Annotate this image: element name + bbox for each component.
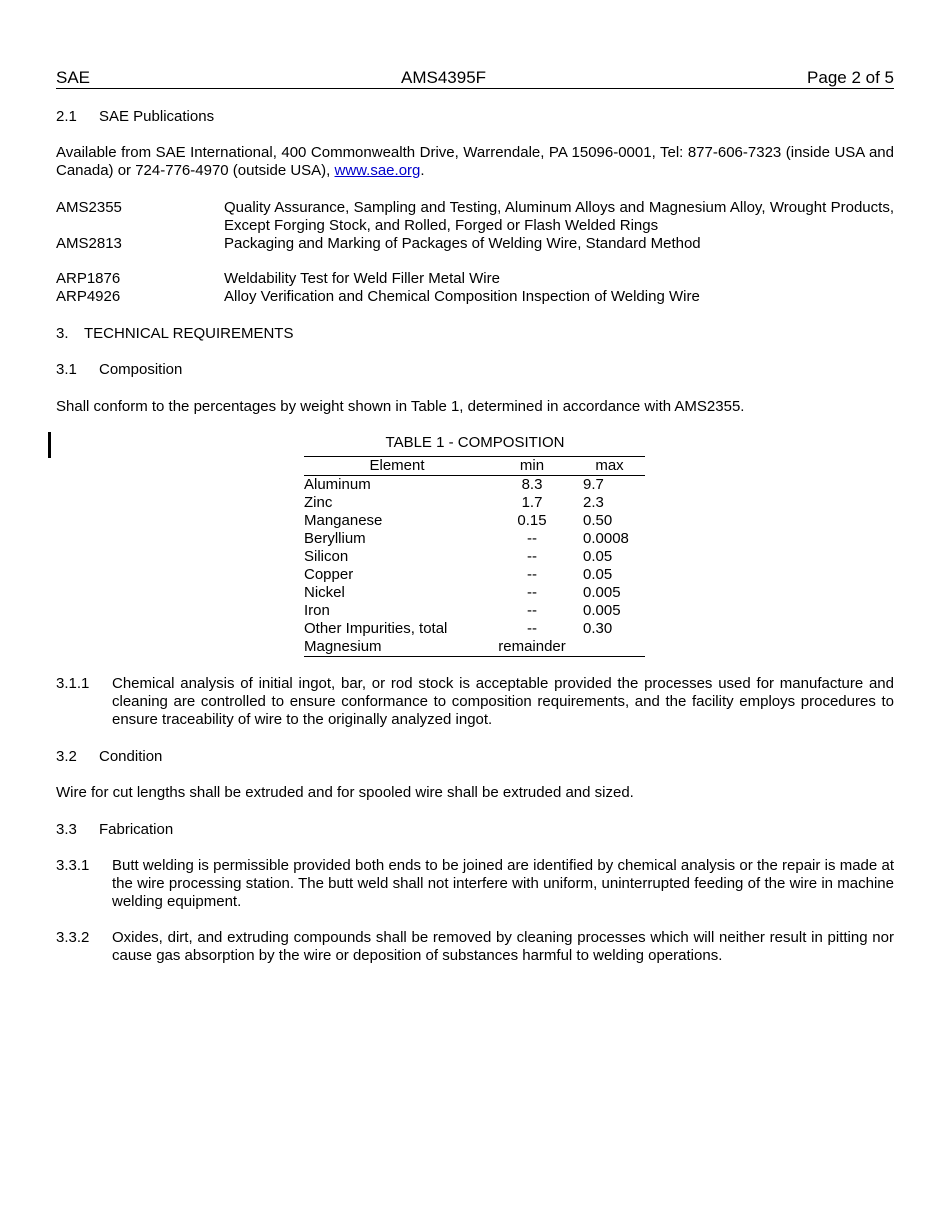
cell-min: 1.7 [521, 494, 543, 511]
section-number: 3.2 [56, 748, 77, 765]
cell-max: 0.05 [583, 566, 613, 583]
cell-element: Manganese [304, 512, 383, 529]
section-number: 3.1.1 [56, 675, 90, 692]
availability-paragraph [56, 144, 894, 180]
section-title: SAE Publications [99, 108, 215, 125]
cell-element: Magnesium [304, 638, 382, 655]
cell-max: 0.0008 [583, 530, 629, 547]
sae-website-link[interactable]: www.sae.org [334, 162, 421, 179]
reference-code: ARP4926 [56, 288, 121, 305]
cell-min: -- [527, 548, 537, 565]
section-number: 3.1 [56, 361, 77, 378]
table-row [304, 512, 645, 530]
cell-min: -- [527, 602, 537, 619]
cell-min: -- [527, 620, 537, 637]
section-number: 2.1 [56, 108, 77, 125]
reference-title: Quality Assurance, Sampling and Testing, Aluminum Alloys and Magnesium Alloy, Wrought Products, Except Forging Stock, and Rolled, Forged or Flash Welded Rings [224, 199, 894, 234]
table-row [304, 476, 645, 494]
table-row [304, 602, 645, 620]
composition-paragraph [56, 398, 894, 416]
cell-min: 0.15 [517, 512, 547, 529]
table-row [304, 494, 645, 512]
section-number: 3.3 [56, 821, 77, 838]
section-number: 3.3.2 [56, 929, 90, 946]
cell-min: -- [527, 584, 537, 601]
section-title: Fabrication [99, 821, 174, 838]
cell-element: Copper [304, 566, 354, 583]
reference-title: Alloy Verification and Chemical Composition Inspection of Welding Wire [224, 288, 700, 305]
cell-max: 2.3 [583, 494, 604, 511]
table-row [304, 620, 645, 638]
table-row [304, 566, 645, 584]
document-page [56, 0, 894, 1230]
cell-element: Beryllium [304, 530, 366, 547]
cell-max: 0.005 [583, 584, 621, 601]
section-3-1-heading [56, 361, 894, 379]
section-number: 3. [56, 325, 69, 342]
condition-text: Wire for cut lengths shall be extruded and for spooled wire shall be extruded and sized. [56, 784, 634, 801]
cell-element: Zinc [304, 494, 333, 511]
composition-text: Shall conform to the percentages by weight shown in Table 1, determined in accordance with AMS2355. [56, 398, 745, 415]
cell-max: 0.30 [583, 620, 613, 637]
cell-max: 0.005 [583, 602, 621, 619]
section-2-1-heading [56, 108, 894, 126]
availability-text: Available from SAE International, 400 Commonwealth Drive, Warrendale, PA 15096-0001, Tel: 877-606-7323 (inside USA and Canada) or 724-776-4970 (outside USA), [56, 144, 894, 179]
cell-max: 0.50 [583, 512, 613, 529]
cell-min: -- [527, 530, 537, 547]
cell-min: -- [527, 566, 537, 583]
condition-paragraph [56, 784, 894, 802]
reference-code: AMS2355 [56, 199, 122, 216]
column-header-min: min [519, 457, 545, 474]
cell-min: remainder [498, 638, 566, 655]
page-header [56, 67, 894, 89]
cell-max: 9.7 [583, 476, 604, 493]
header-org: SAE [56, 68, 91, 87]
availability-end: . [420, 162, 425, 179]
reference-title: Packaging and Marking of Packages of Welding Wire, Standard Method [224, 235, 701, 252]
composition-table [304, 456, 645, 657]
section-title: Composition [99, 361, 183, 378]
section-3-3-heading [56, 821, 894, 839]
section-number: 3.3.1 [56, 857, 90, 874]
reference-title: Weldability Test for Weld Filler Metal Wire [224, 270, 500, 287]
revision-bar [48, 432, 51, 458]
cell-max: 0.05 [583, 548, 613, 565]
section-title: Condition [99, 748, 163, 765]
reference-code: ARP1876 [56, 270, 121, 287]
table-title: TABLE 1 - COMPOSITION [385, 434, 565, 451]
cell-element: Other Impurities, total [304, 620, 448, 637]
cell-element: Iron [304, 602, 330, 619]
header-doc-number: AMS4395F [401, 68, 487, 87]
table-row [304, 530, 645, 548]
section-text: Oxides, dirt, and extruding compounds shall be removed by cleaning processes which will neither result in pitting nor cause gas absorption by the wire or deposition of substances harmful to welding operations. [112, 929, 894, 964]
section-title: TECHNICAL REQUIREMENTS [84, 325, 294, 342]
table-row [304, 548, 645, 566]
section-3-heading [56, 325, 894, 343]
header-page-number: Page 2 of 5 [807, 68, 894, 87]
cell-element: Silicon [304, 548, 349, 565]
section-3-2-heading [56, 748, 894, 766]
cell-element: Nickel [304, 584, 345, 601]
table-row [304, 584, 645, 602]
reference-code: AMS2813 [56, 235, 122, 252]
table-row [304, 638, 645, 656]
section-text: Chemical analysis of initial ingot, bar, or rod stock is acceptable provided the processes used for manufacture and cleaning are controlled to ensure conformance to composition requirements, and the facility employs procedures to ensure traceability of wire to the originally analyzed ingot. [112, 675, 894, 728]
section-text: Butt welding is permissible provided both ends to be joined are identified by chemical analysis or the repair is made at the wire processing station. The butt weld shall not interfere with uniform, uninterrupted feeding of the wire in machine welding equipment. [112, 857, 894, 910]
table-header-row [304, 457, 645, 476]
cell-min: 8.3 [521, 476, 543, 493]
cell-element: Aluminum [304, 476, 371, 493]
column-header-element: Element [369, 457, 425, 474]
column-header-max: max [595, 457, 624, 474]
